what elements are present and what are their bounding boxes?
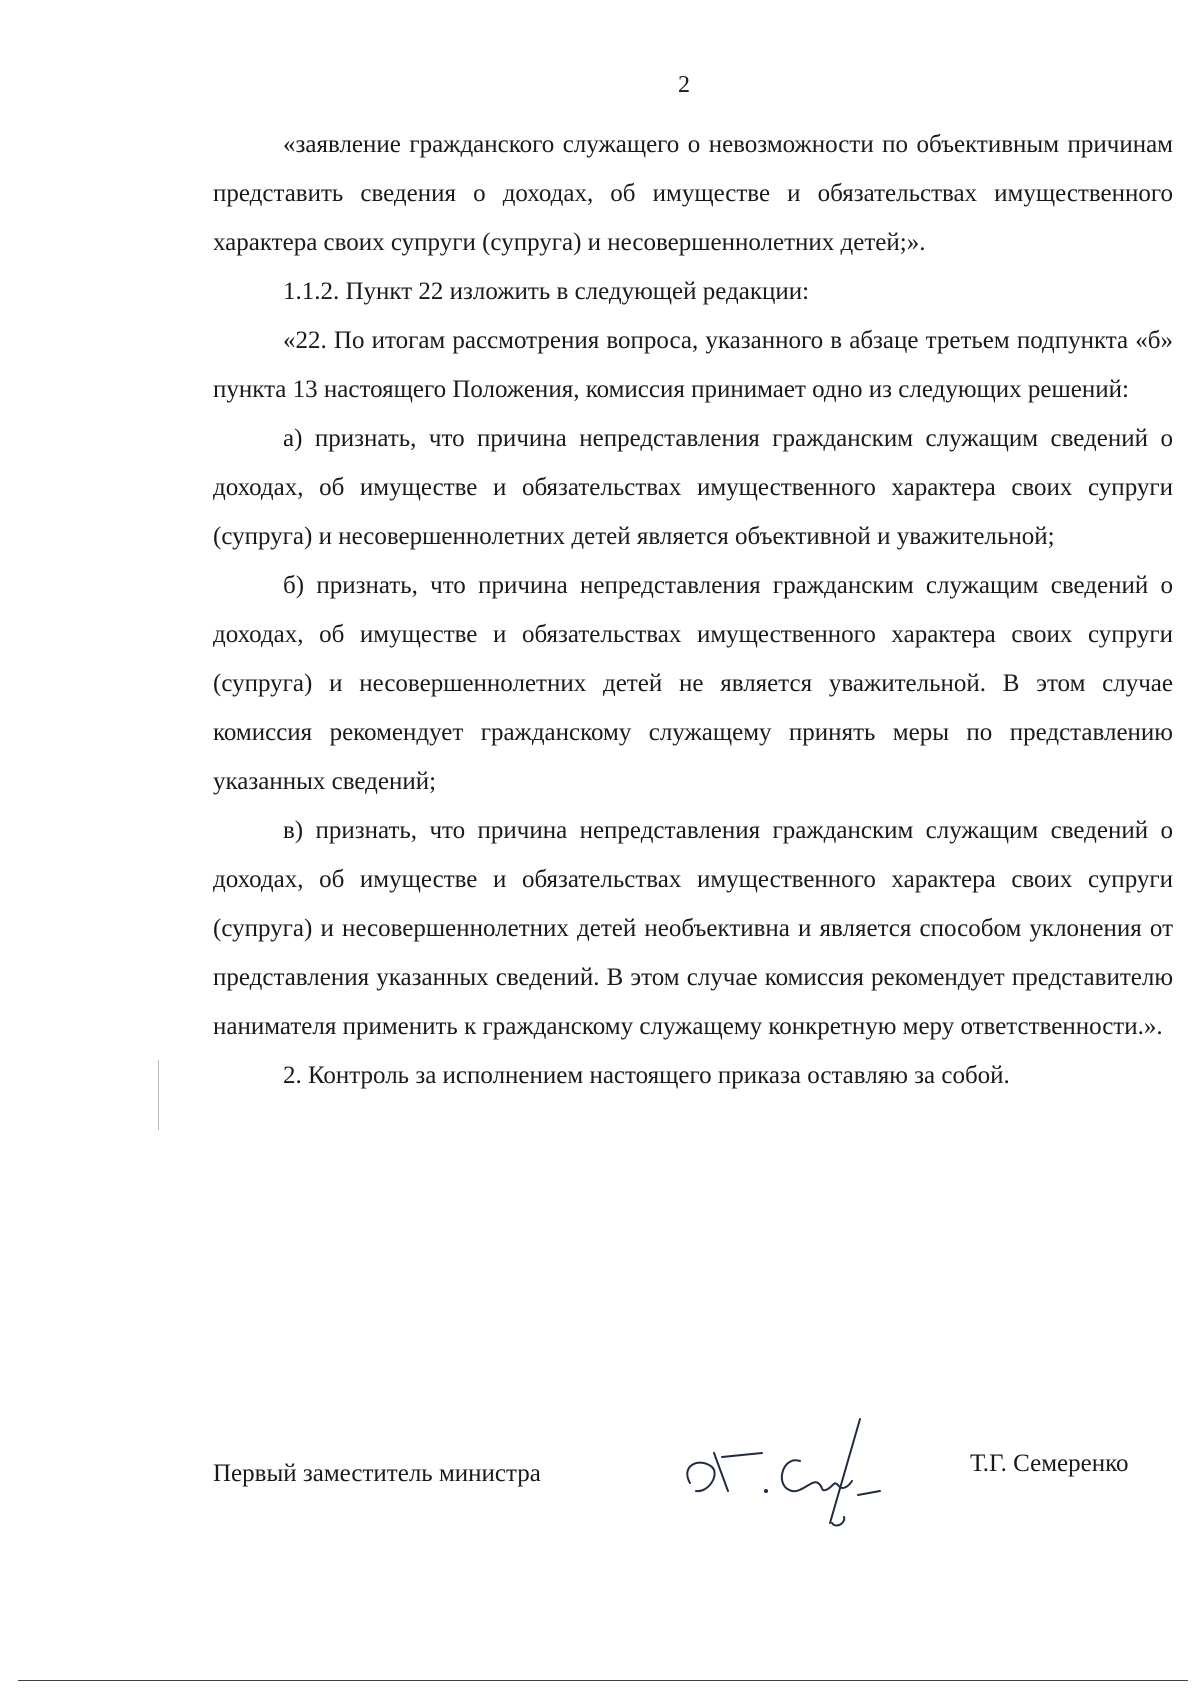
paragraph-point-22: «22. По итогам рассмотрения вопроса, указанного в абзаце третьем подпункта «б» пункта 13 настоящего Положения, комиссия принимает одно из следующих решений: bbox=[213, 327, 1173, 403]
paragraph-application-statement: «заявление гражданского служащего о невозможности по объективным причинам представить сведения о доходах, об имуществе и обязательствах имущественного характера своих супруги (супруга) и несовершеннолетних детей;». bbox=[213, 131, 1173, 256]
paragraph-decision-b: б) признать, что причина непредставления гражданским служащим сведений о доходах, об имуществе и обязательствах имущественного характера своих супруги (супруга) и несовершеннолетних детей не является уважительной. В этом случае комиссия рекомендует гражданскому служащему принять меры по представлению указанных сведений; bbox=[213, 572, 1173, 795]
signer-name: Т.Г. Семеренко bbox=[970, 1450, 1129, 1477]
margin-mark bbox=[158, 1060, 159, 1130]
document-body bbox=[213, 120, 1173, 1100]
signer-position: Первый заместитель министра bbox=[213, 1460, 541, 1487]
scan-edge-line bbox=[18, 1680, 1188, 1681]
paragraph-control: 2. Контроль за исполнением настоящего приказа оставляю за собой. bbox=[283, 1062, 1010, 1089]
paragraph-decision-a: а) признать, что причина непредставления гражданским служащим сведений о доходах, об имуществе и обязательствах имущественного характера своих супруги (супруга) и несовершеннолетних детей является объективной и уважительной; bbox=[213, 425, 1173, 550]
page-number: 2 bbox=[678, 72, 690, 98]
paragraph-item-1-1-2: 1.1.2. Пункт 22 изложить в следующей редакции: bbox=[283, 278, 810, 305]
handwritten-signature bbox=[670, 1395, 890, 1535]
signature-block bbox=[0, 1435, 1200, 1545]
paragraph-decision-v: в) признать, что причина непредставления гражданским служащим сведений о доходах, об имуществе и обязательствах имущественного характера своих супруги (супруга) и несовершеннолетних детей необъективна и является способом уклонения от представления указанных сведений. В этом случае комиссия рекомендует представителю нанимателя применить к гражданскому служащему конкретную меру ответственности.». bbox=[213, 817, 1173, 1040]
